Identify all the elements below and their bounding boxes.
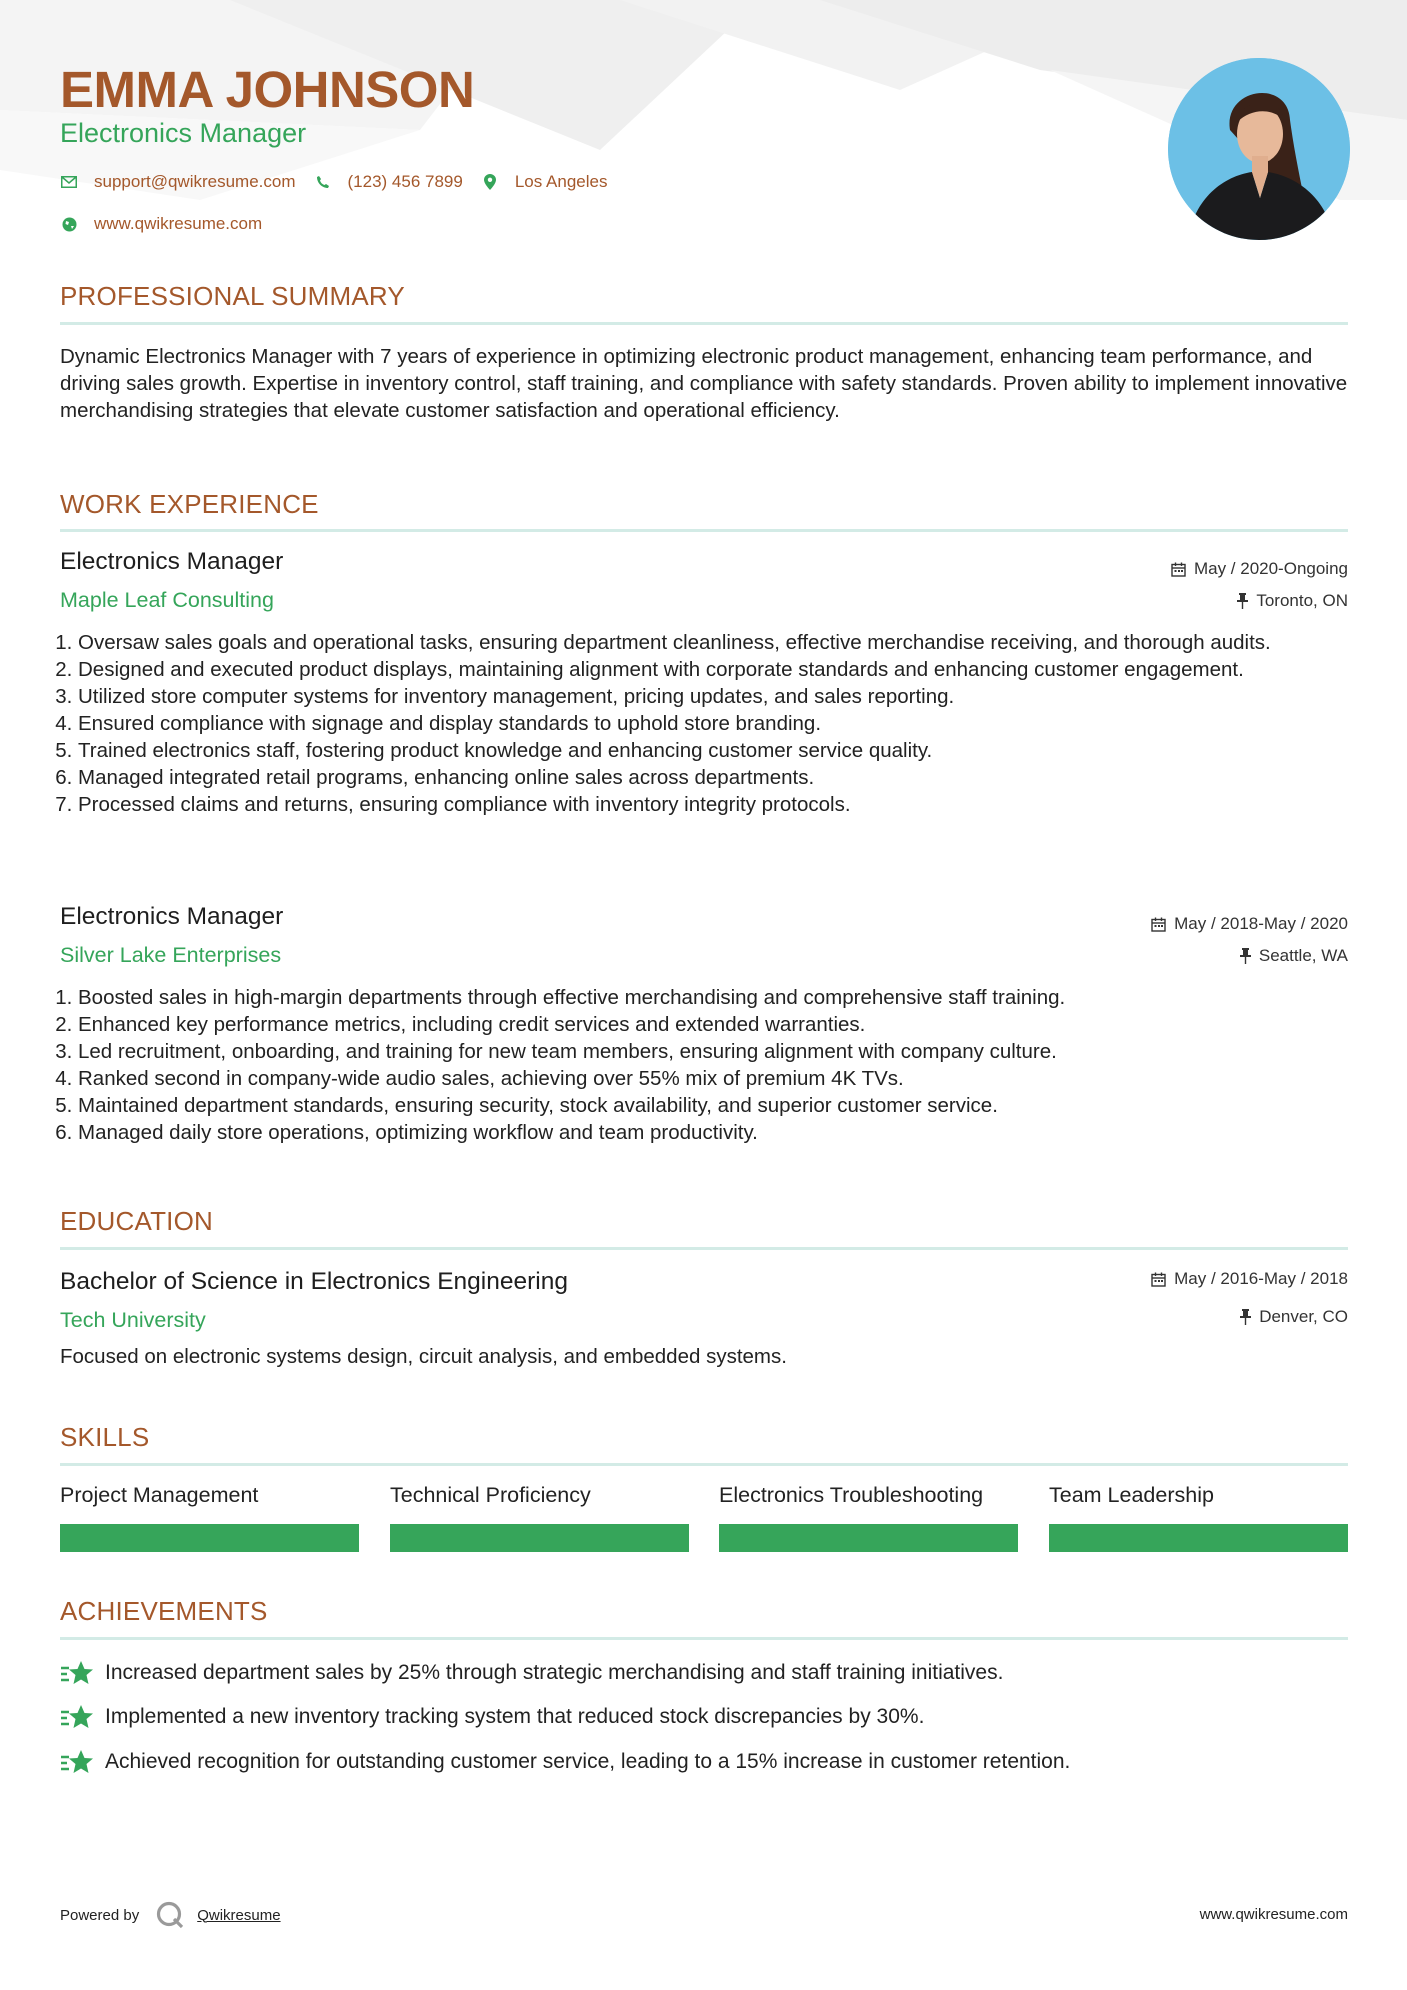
job-location-text: Seattle, WA: [1258, 946, 1348, 965]
star-achievement-icon: [60, 1659, 94, 1687]
skill-item: [719, 1483, 1018, 1552]
education-dates: [1151, 1269, 1348, 1289]
list-item: 1. Boosted sales in high-margin departments through effective merchandising and comprehensive staff training.: [78, 984, 1348, 1011]
globe-icon: [60, 215, 78, 233]
list-item: 2. Designed and executed product displays, maintaining alignment with corporate standards and enhancing customer engagement.: [78, 656, 1348, 683]
achievement-item: [60, 1748, 1070, 1776]
list-item: 5. Trained electronics staff, fostering product knowledge and enhancing customer service quality.: [78, 737, 1348, 764]
summary-divider: [60, 322, 1348, 325]
envelope-icon: [60, 173, 78, 191]
calendar-icon: [1171, 562, 1186, 577]
achievement-text: Implemented a new inventory tracking system that reduced stock discrepancies by 30%.: [105, 1705, 925, 1728]
summary-text: Dynamic Electronics Manager with 7 years of experience in optimizing electronic product management, enhancing team performance, and driving sales growth. Expertise in inventory control, staff training, and compliance with safety standards. Proven ability to implement innovative merchandising strategies that elevate customer satisfaction and operational efficiency.: [60, 345, 1348, 422]
job-bullets: [60, 984, 1348, 1146]
phone-item: [314, 172, 463, 192]
achievement-text: Increased department sales by 25% through strategic merchandising and staff training initiatives.: [105, 1661, 1004, 1684]
calendar-icon: [1151, 917, 1166, 932]
list-item: 4. Ensured compliance with signage and display standards to uphold store branding.: [78, 710, 1348, 737]
achievement-item: [60, 1659, 1003, 1687]
candidate-name: EMMA JOHNSON: [60, 61, 475, 118]
map-marker-icon: [481, 173, 499, 191]
star-achievement-icon: [60, 1748, 94, 1776]
qwikresume-logo-icon: [155, 1900, 185, 1930]
star-achievement-icon: [60, 1703, 94, 1731]
job-company: Maple Leaf Consulting: [60, 588, 274, 612]
achievement-text: Achieved recognition for outstanding customer service, leading to a 15% increase in customer retention.: [105, 1750, 1071, 1773]
achievement-item: [60, 1703, 924, 1731]
achievements-divider: [60, 1637, 1348, 1640]
skill-bar: [719, 1524, 1018, 1552]
website-item[interactable]: [60, 214, 262, 234]
job-bullets: [60, 629, 1348, 818]
location-item: [481, 172, 608, 192]
candidate-title: Electronics Manager: [60, 118, 307, 148]
calendar-icon: [1151, 1272, 1166, 1287]
education-degree: Bachelor of Science in Electronics Engineering: [60, 1268, 568, 1295]
location-text: Los Angeles: [514, 172, 608, 191]
profile-photo: [1168, 58, 1350, 240]
education-dates-text: May / 2016-May / 2018: [1174, 1269, 1348, 1288]
email-item[interactable]: [60, 172, 296, 192]
contact-row-2: [60, 214, 280, 234]
pin-icon: [1237, 593, 1248, 609]
skills-heading: SKILLS: [60, 1422, 150, 1452]
job-title: Electronics Manager: [60, 903, 284, 930]
education-heading: EDUCATION: [60, 1206, 213, 1236]
experience-divider: [60, 529, 1348, 532]
skill-item: [1049, 1483, 1348, 1552]
skills-divider: [60, 1463, 1348, 1466]
list-item: 1. Oversaw sales goals and operational tasks, ensuring department cleanliness, effective merchandise receiving, and thorough audits.: [78, 629, 1348, 656]
list-item: 3. Utilized store computer systems for inventory management, pricing updates, and sales reporting.: [78, 683, 1348, 710]
powered-by: [60, 1900, 281, 1930]
education-school: Tech University: [60, 1308, 206, 1332]
education-location: [1240, 1307, 1348, 1327]
list-item: 2. Enhanced key performance metrics, including credit services and extended warranties.: [78, 1011, 1348, 1038]
job-company: Silver Lake Enterprises: [60, 943, 282, 967]
skill-bar-fill: [1049, 1524, 1348, 1552]
achievements-heading: ACHIEVEMENTS: [60, 1596, 268, 1626]
phone-text: (123) 456 7899: [347, 172, 463, 191]
skill-name: Team Leadership: [1049, 1483, 1214, 1507]
pin-icon: [1240, 948, 1251, 964]
powered-by-label: Powered by: [60, 1906, 140, 1924]
contact-row-1: [60, 172, 625, 192]
skill-item: [60, 1483, 359, 1552]
list-item: 4. Ranked second in company-wide audio sales, achieving over 55% mix of premium 4K TVs.: [78, 1065, 1348, 1092]
list-item: 7. Processed claims and returns, ensuring compliance with inventory integrity protocols.: [78, 791, 1348, 818]
job-dates: [1151, 914, 1348, 934]
skill-name: Electronics Troubleshooting: [719, 1483, 984, 1507]
skill-bar: [390, 1524, 689, 1552]
education-location-text: Denver, CO: [1259, 1307, 1348, 1326]
education-divider: [60, 1247, 1348, 1250]
phone-icon: [314, 173, 332, 191]
skill-bar-fill: [719, 1524, 1018, 1552]
skill-name: Project Management: [60, 1483, 259, 1507]
skill-bar: [1049, 1524, 1348, 1552]
experience-heading: WORK EXPERIENCE: [60, 489, 319, 519]
skill-name: Technical Proficiency: [390, 1483, 591, 1507]
footer-url[interactable]: www.qwikresume.com: [1199, 1906, 1348, 1923]
job-dates-text: May / 2020-Ongoing: [1193, 559, 1348, 578]
job-dates: [1171, 559, 1348, 579]
skill-bar-fill: [390, 1524, 689, 1552]
education-description: Focused on electronic systems design, circuit analysis, and embedded systems.: [60, 1345, 787, 1368]
job-location: [1240, 946, 1348, 966]
list-item: 6. Managed daily store operations, optimizing workflow and team productivity.: [78, 1119, 1348, 1146]
website-text[interactable]: www.qwikresume.com: [94, 214, 263, 233]
summary-heading: PROFESSIONAL SUMMARY: [60, 281, 405, 311]
pin-icon: [1240, 1309, 1251, 1325]
job-location: [1237, 591, 1348, 611]
email-text[interactable]: support@qwikresume.com: [94, 172, 296, 191]
list-item: 5. Maintained department standards, ensuring security, stock availability, and superior customer service.: [78, 1092, 1348, 1119]
job-location-text: Toronto, ON: [1256, 591, 1348, 610]
list-item: 6. Managed integrated retail programs, enhancing online sales across departments.: [78, 764, 1348, 791]
job-title: Electronics Manager: [60, 548, 284, 575]
job-dates-text: May / 2018-May / 2020: [1174, 914, 1348, 933]
skill-bar: [60, 1524, 359, 1552]
list-item: 3. Led recruitment, onboarding, and training for new team members, ensuring alignment with company culture.: [78, 1038, 1348, 1065]
brand-link[interactable]: Qwikresume: [197, 1906, 281, 1924]
skill-item: [390, 1483, 689, 1552]
skill-bar-fill: [60, 1524, 359, 1552]
